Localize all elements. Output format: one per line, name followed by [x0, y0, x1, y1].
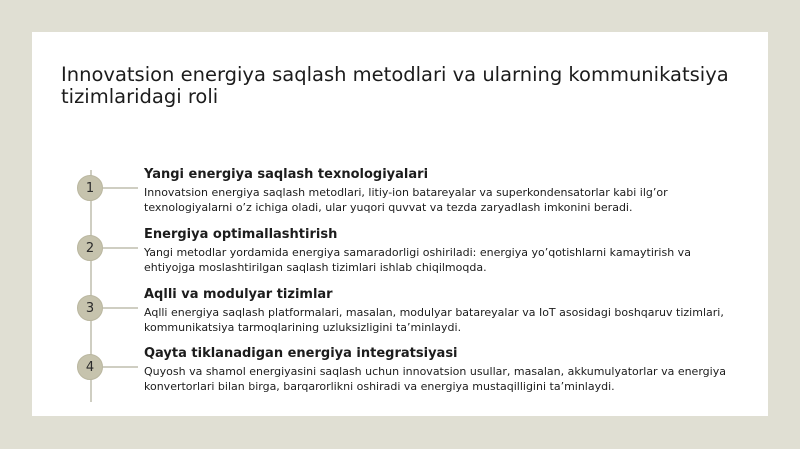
- timeline-connector: [103, 187, 138, 189]
- step-description: Aqlli energiya saqlash platformalari, masalan, modulyar batareyalar va IoT asosidagi boshqaruv tizimlari, kommunikatsiya tarmoqlarining uzluksizligini ta’minlaydi.: [144, 306, 724, 334]
- timeline-connector: [103, 307, 138, 309]
- step-title: Qayta tiklanadigan energiya integratsiyasi: [144, 346, 458, 361]
- step-description: Innovatsion energiya saqlash metodlari, litiy-ion batareyalar va superkondensatorlar kabi ilg’or texnologiyalarni o’z ichiga oladi, ular yuqori quvvat va tezda zaryadlash imkonini beradi.: [144, 186, 668, 214]
- step-description: Quyosh va shamol energiyasini saqlash uchun innovatsion usullar, masalan, akkumulyatorlar va energiya konvertorlari bilan birga, barqarorlikni oshiradi va energiya mustaqilligini ta’minlaydi.: [144, 365, 726, 393]
- step-title: Energiya optimallashtirish: [144, 227, 338, 242]
- step-number-badge: 2: [77, 235, 103, 261]
- step-title: Aqlli va modulyar tizimlar: [144, 287, 333, 302]
- step-number-badge: 4: [77, 354, 103, 380]
- slide-title: Innovatsion energiya saqlash metodlari va ularning kommunikatsiya tizimlaridagi roli: [61, 63, 729, 108]
- step-title: Yangi energiya saqlash texnologiyalari: [144, 167, 429, 182]
- timeline-connector: [103, 366, 138, 368]
- step-number-badge: 1: [77, 175, 103, 201]
- timeline-connector: [103, 247, 138, 249]
- step-description: Yangi metodlar yordamida energiya samaradorligi oshiriladi: energiya yo’qotishlarni kamaytirish va ehtiyojga moslashtirilgan saqlash tizimlari ishlab chiqilmoqda.: [144, 246, 691, 274]
- step-number-badge: 3: [77, 295, 103, 321]
- slide: [32, 32, 768, 416]
